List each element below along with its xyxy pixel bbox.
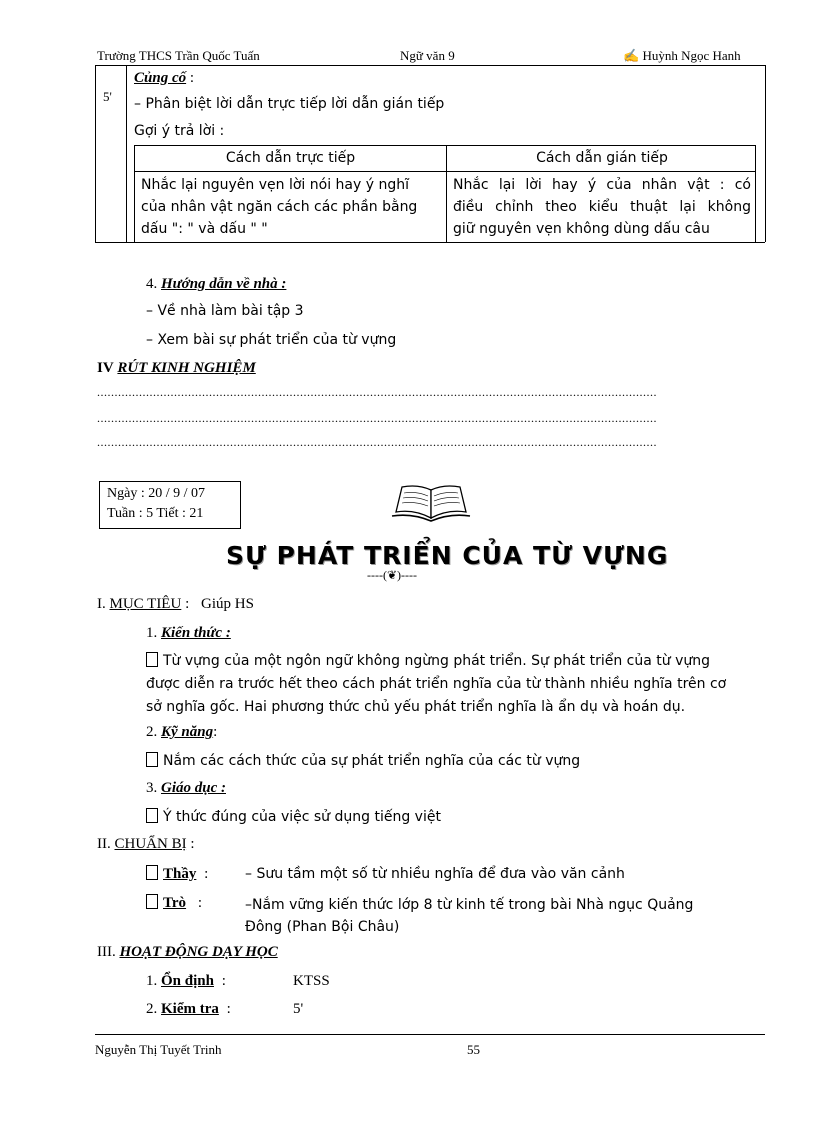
table-header-indirect: Cách dẫn gián tiếp (536, 150, 668, 166)
student-text: –Nắm vững kiến thức lớp 8 từ kinh tế trong bài Nhà ngục Quảng Đông (Phan Bội Châu) (245, 897, 694, 935)
homework-heading: 4. Hướng dẫn về nhà : (146, 276, 287, 292)
review-time: 5' (103, 89, 112, 104)
objectives-heading: I. MỤC TIÊU : Giúp HS (97, 596, 254, 612)
bullet-icon (146, 752, 158, 767)
table-cell-direct: Nhắc lại nguyên vẹn lời nói hay ý nghĩ của nhân vật ngăn cách các phần bằng dấu ": " và dấu " " (141, 177, 418, 237)
preparation-heading: II. CHUẨN BỊ : (97, 836, 195, 852)
header-school: Trường THCS Trần Quốc Tuấn (97, 48, 260, 63)
lesson-title: SỰ PHÁT TRIỂN CỦA TỪ VỰNG (226, 541, 669, 570)
bullet-icon (146, 865, 158, 880)
review-hint: Gợi ý trả lời : (134, 123, 225, 139)
review-title: Củng cố : (134, 70, 195, 86)
header-author: ✍ Huỳnh Ngọc Hanh (623, 48, 741, 63)
skills-heading: 2. Kỹ năng: (146, 724, 218, 740)
homework-item: – Xem bài sự phát triển của từ vựng (146, 332, 397, 348)
header-rule (95, 65, 765, 66)
bullet-icon (146, 808, 158, 823)
comparison-table (134, 145, 756, 242)
lesson-week: Tuần : 5 Tiết : 21 (107, 506, 204, 521)
student-label: Trò : (146, 894, 202, 912)
knowledge-heading: 1. Kiến thức : (146, 625, 231, 641)
pen-icon: ✍ (623, 48, 640, 63)
footer-page-number: 55 (467, 1042, 480, 1057)
open-book-icon (390, 482, 472, 522)
bullet-icon (146, 894, 158, 909)
education-text: Ý thức đúng của việc sử dụng tiếng việt (146, 808, 441, 825)
knowledge-text: Từ vựng của một ngôn ngữ không ngừng phát triển. Sự phát triển của từ vựng được diễn ra trước hết theo cách phát triển nghĩa của từ thành nhiều nghĩa trên cơ sở nghĩa gốc. Hai phương thức chủ yếu phát triển nghĩa là ẩn dụ và hoán dụ. (146, 653, 727, 715)
education-heading: 3. Giáo dục : (146, 780, 226, 796)
lesson-info-box (99, 481, 241, 529)
experience-heading: IV RÚT KINH NGHIỆM (97, 360, 256, 376)
table-cell-indirect: Nhắc lại lời hay ý của nhân vật : có điều chỉnh theo kiểu thuật lại không giữ nguyên vẹn không dùng dấu câu (453, 177, 751, 237)
activities-heading: III. HOẠT ĐỘNG DẠY HỌC (97, 944, 278, 960)
check-value: 5' (293, 1001, 304, 1017)
title-ornament: ----(❦)---- (367, 568, 418, 582)
teacher-text: – Sưu tầm một số từ nhiều nghĩa để đưa vào văn cảnh (245, 866, 625, 882)
experience-line: ................................................................................................................................................................ (97, 411, 657, 425)
experience-line: ................................................................................................................................................................ (97, 435, 657, 449)
table-header-direct: Cách dẫn trực tiếp (225, 150, 356, 166)
header-subject: Ngữ văn 9 (400, 48, 455, 63)
check-row: 2. Kiểm tra : (146, 1001, 231, 1017)
stabilize-row: 1. Ổn định : (146, 973, 226, 989)
teacher-label: Thầy : (146, 865, 208, 883)
footer-author: Nguyễn Thị Tuyết Trinh (95, 1042, 222, 1057)
experience-line: ................................................................................................................................................................ (97, 385, 657, 399)
skills-text: Nắm các cách thức của sự phát triển nghĩa của các từ vựng (146, 752, 580, 769)
footer-rule (95, 1034, 765, 1035)
bullet-icon (146, 652, 158, 667)
stabilize-value: KTSS (293, 973, 330, 989)
homework-item: – Về nhà làm bài tập 3 (146, 303, 304, 319)
lesson-date: Ngày : 20 / 9 / 07 (107, 486, 205, 501)
review-question: – Phân biệt lời dẫn trực tiếp lời dẫn gián tiếp (134, 96, 445, 112)
